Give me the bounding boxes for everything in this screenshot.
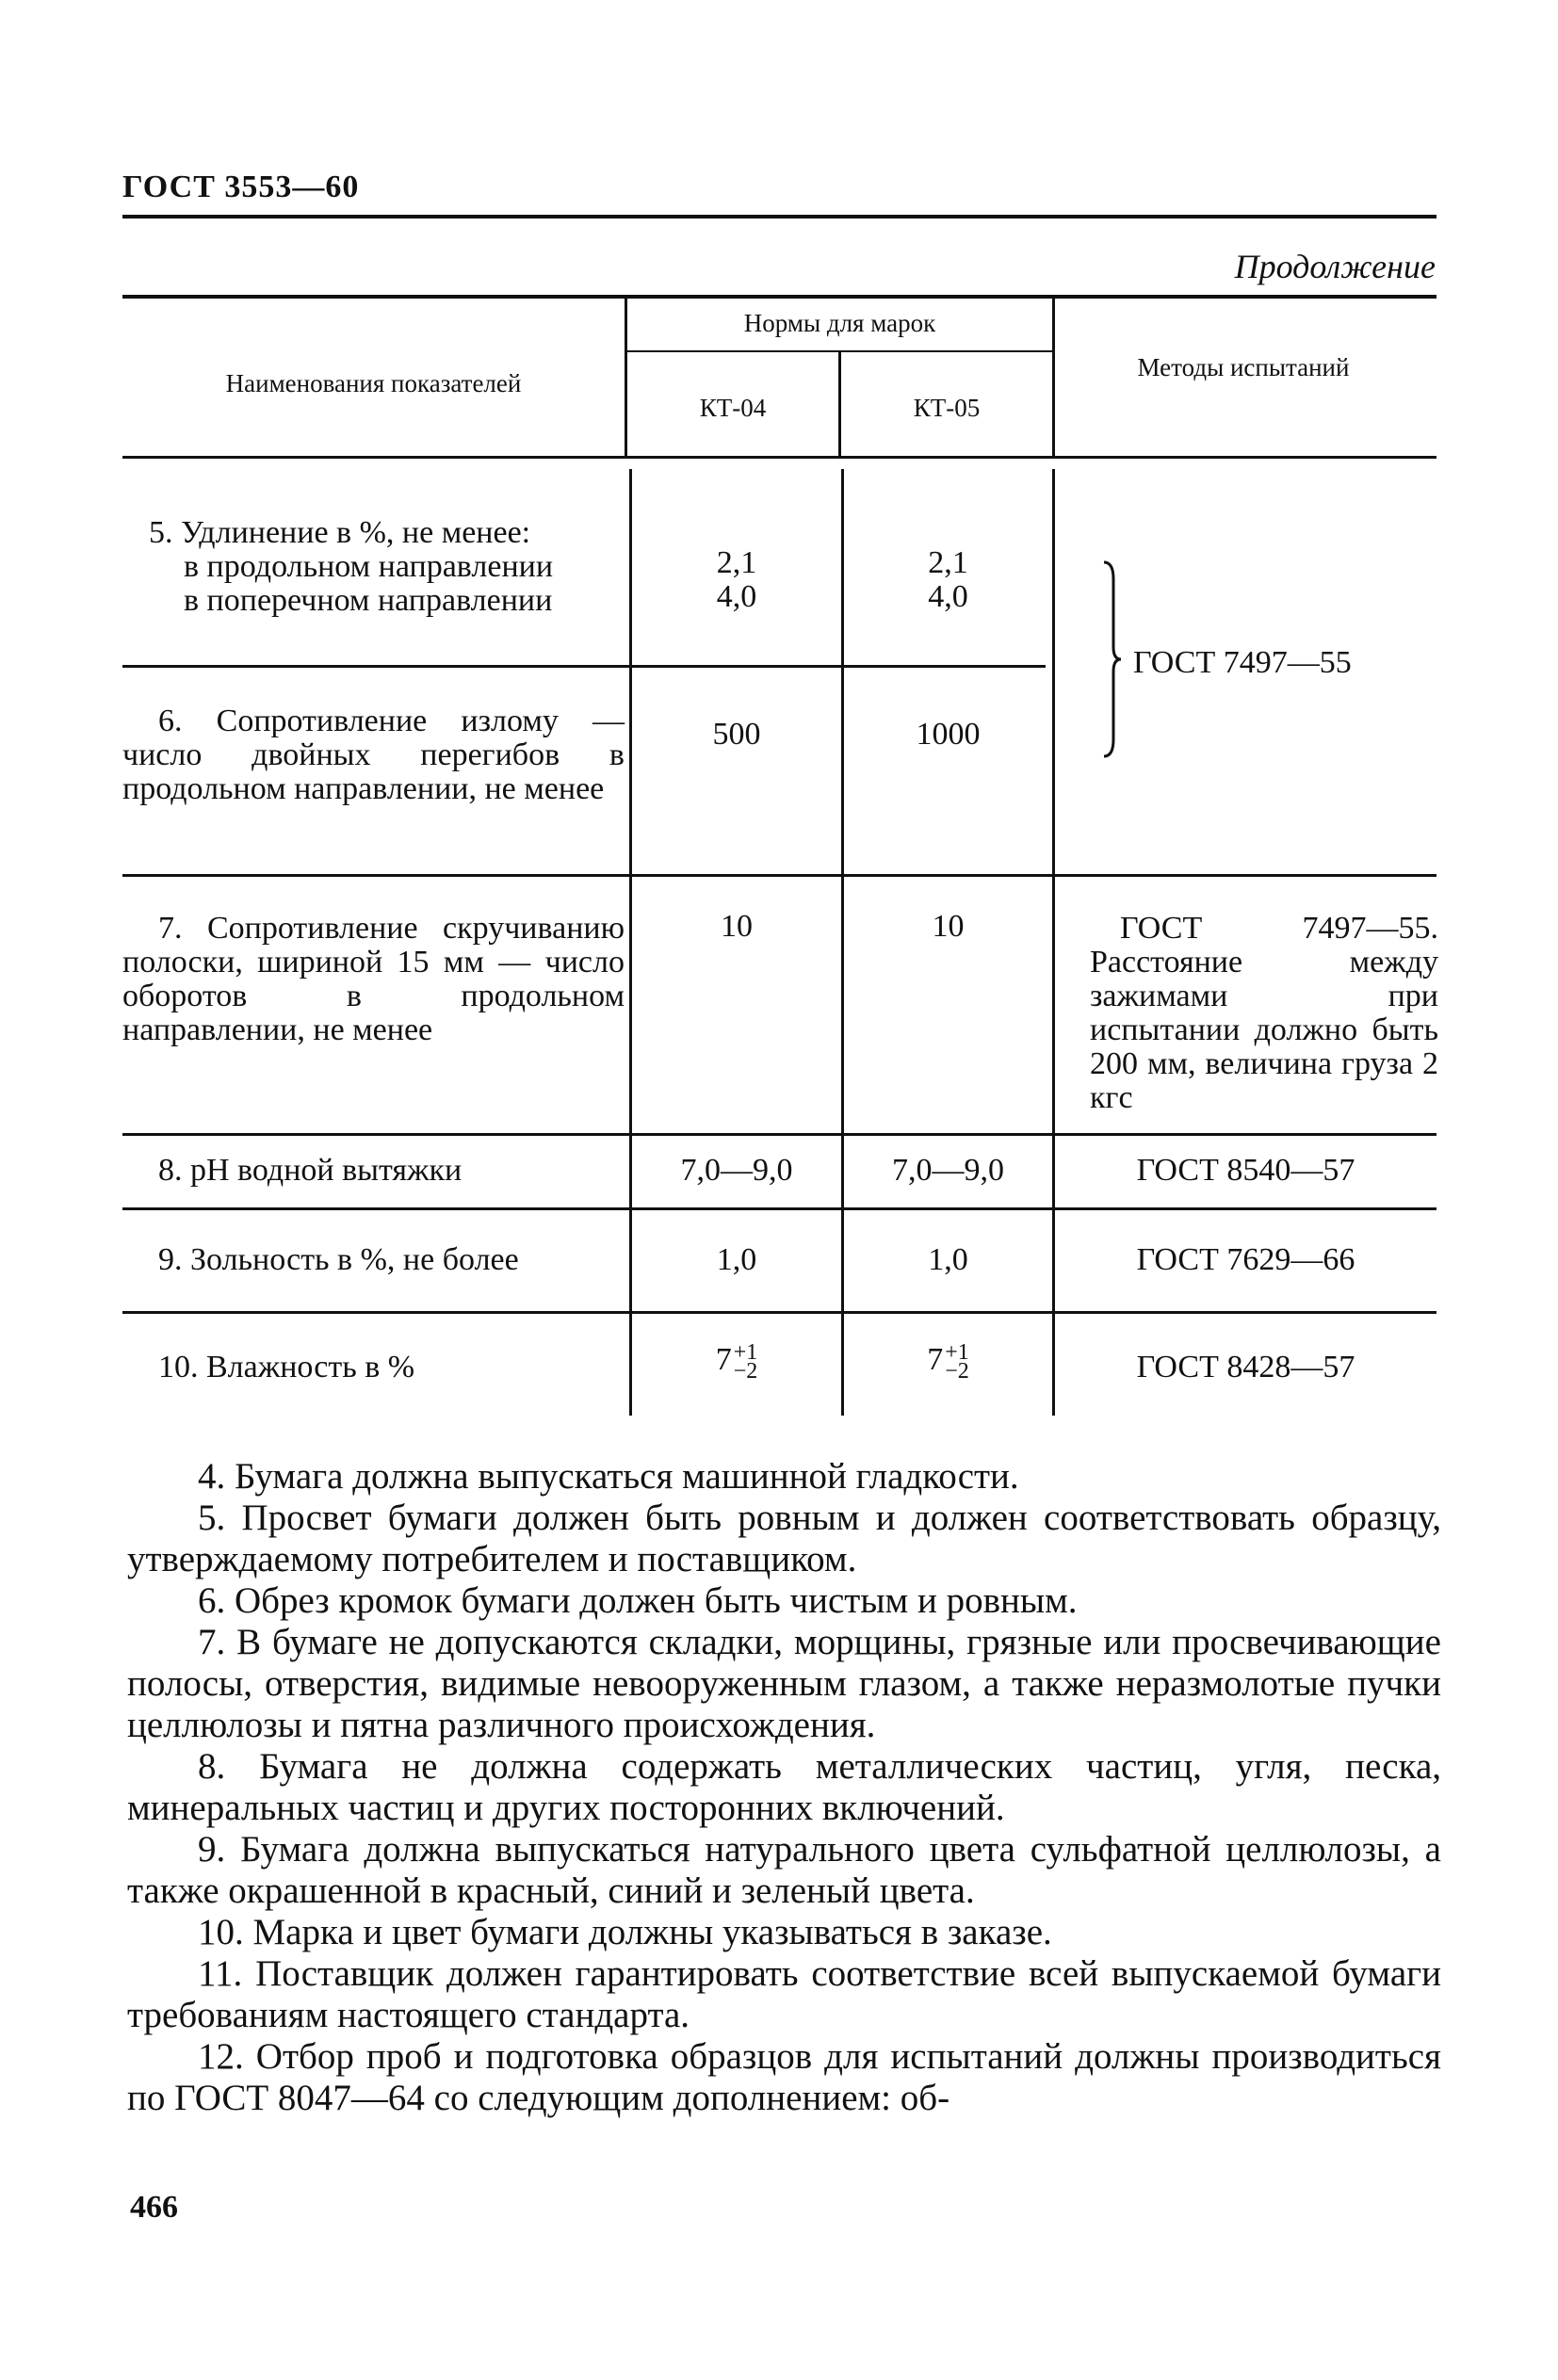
paragraph: 9. Бумага должна выпускаться натурального цвета сульфатной целлюлозы, а также окрашенной в красный, синий и зеленый цвета. — [127, 1829, 1441, 1911]
method-value: ГОСТ 7629—66 — [1136, 1242, 1355, 1277]
row-label: 8. pH водной вытяжки — [158, 1153, 463, 1188]
kt05-value: 1,0 — [928, 1242, 968, 1277]
row-rule — [122, 874, 1436, 877]
divider — [1052, 299, 1055, 456]
row-label: 10. Влажность в % — [158, 1350, 415, 1384]
continuation-label: Продолжение — [1234, 248, 1436, 285]
method-value: ГОСТ 8540—57 — [1136, 1153, 1355, 1188]
kt05-value — [844, 1340, 1052, 1384]
row-label: 5. Удлинение в %, не менее: — [149, 515, 531, 550]
kt04-lower: −2 — [733, 1359, 758, 1384]
method-value: ГОСТ 7497—55. Расстояние между зажимами при испытании должно быть 200 мм, величина груза 2 кгс — [1090, 911, 1438, 1115]
kt04-value — [632, 1340, 841, 1384]
standard-header: ГОСТ 3553—60 — [122, 170, 360, 204]
kt05-value: 2,1 — [928, 545, 968, 580]
row-sublabel: в продольном направлении — [184, 549, 554, 584]
kt04-tolerance — [733, 1340, 758, 1384]
brace-icon — [1102, 560, 1123, 758]
kt05-lower: −2 — [945, 1359, 969, 1384]
paragraph: 4. Бумага должна выпускаться машинной гладкости. — [198, 1456, 1019, 1497]
kt04-value: 4,0 — [716, 579, 757, 614]
row-sublabel: в поперечном направлении — [184, 583, 553, 618]
paragraph: 8. Бумага не должна содержать металлических частиц, угля, песка, минеральных частиц и других посторонних включений. — [127, 1746, 1441, 1828]
paragraph: 5. Просвет бумаги должен быть ровным и должен соответствовать образцу, утверждаемому потребителем и поставщиком. — [127, 1498, 1441, 1579]
row-label: 9. Зольность в %, не более — [158, 1242, 519, 1277]
paragraph: 7. В бумаге не допускаются складки, морщины, грязные или просвечивающие полосы, отверстия, видимые невооруженным глазом, а также неразмолотые пучки целлюлозы и пятна различного происхождения. — [127, 1622, 1441, 1745]
kt05-tolerance — [945, 1340, 969, 1384]
body-text — [127, 1456, 1441, 2119]
col-name-header: Наименования показателей — [225, 369, 522, 397]
table-top-rule — [122, 295, 1436, 299]
col-norms-header: Нормы для марок — [743, 309, 936, 337]
col-kt04-header: КТ-04 — [699, 394, 767, 422]
paragraph: 11. Поставщик должен гарантировать соответствие всей выпускаемой бумаги требованиям настоящего стандарта. — [127, 1953, 1441, 2035]
row-label: 7. Сопротивление скручиванию полоски, шириной 15 мм — число оборотов в продольном направлении, не менее — [122, 911, 625, 1047]
kt05-upper: +1 — [945, 1340, 969, 1366]
kt04-value: 10 — [721, 909, 753, 944]
paragraph: 10. Марка и цвет бумаги должны указываться в заказе. — [198, 1912, 1052, 1952]
kt05-base: 7 — [927, 1342, 944, 1377]
kt04-upper: +1 — [733, 1340, 758, 1366]
kt04-value: 2,1 — [716, 545, 757, 580]
row-rule — [122, 1207, 1436, 1210]
paragraph: 6. Обрез кромок бумаги должен быть чистым и ровным. — [198, 1580, 1078, 1621]
kt04-value: 500 — [712, 717, 761, 752]
method-value: ГОСТ 7497—55 — [1133, 645, 1352, 680]
kt05-value: 1000 — [916, 717, 981, 752]
kt05-value: 7,0—9,0 — [892, 1153, 1004, 1188]
row-rule — [122, 1311, 1436, 1314]
page-number: 466 — [130, 2190, 178, 2225]
table-head-rule — [122, 456, 1436, 459]
row-label: 6. Сопротивление излому — число двойных перегибов в продольном направлении, не менее — [122, 704, 625, 806]
col-kt05-header: КТ-05 — [913, 394, 981, 422]
row-rule — [122, 1133, 1436, 1136]
paragraph: 12. Отбор проб и подготовка образцов для испытаний должны производиться по ГОСТ 8047—64 со следующим дополнением: об- — [127, 2036, 1441, 2118]
kt04-value: 7,0—9,0 — [680, 1153, 793, 1188]
row-rule — [122, 665, 1046, 668]
norms-rule — [627, 350, 1052, 352]
header-rule — [122, 215, 1436, 219]
kt05-value: 4,0 — [928, 579, 968, 614]
kt04-base: 7 — [715, 1342, 732, 1377]
kt05-value: 10 — [932, 909, 965, 944]
kt04-value: 1,0 — [716, 1242, 757, 1277]
col-methods-header: Методы испытаний — [1137, 353, 1350, 381]
method-value: ГОСТ 8428—57 — [1136, 1350, 1355, 1384]
